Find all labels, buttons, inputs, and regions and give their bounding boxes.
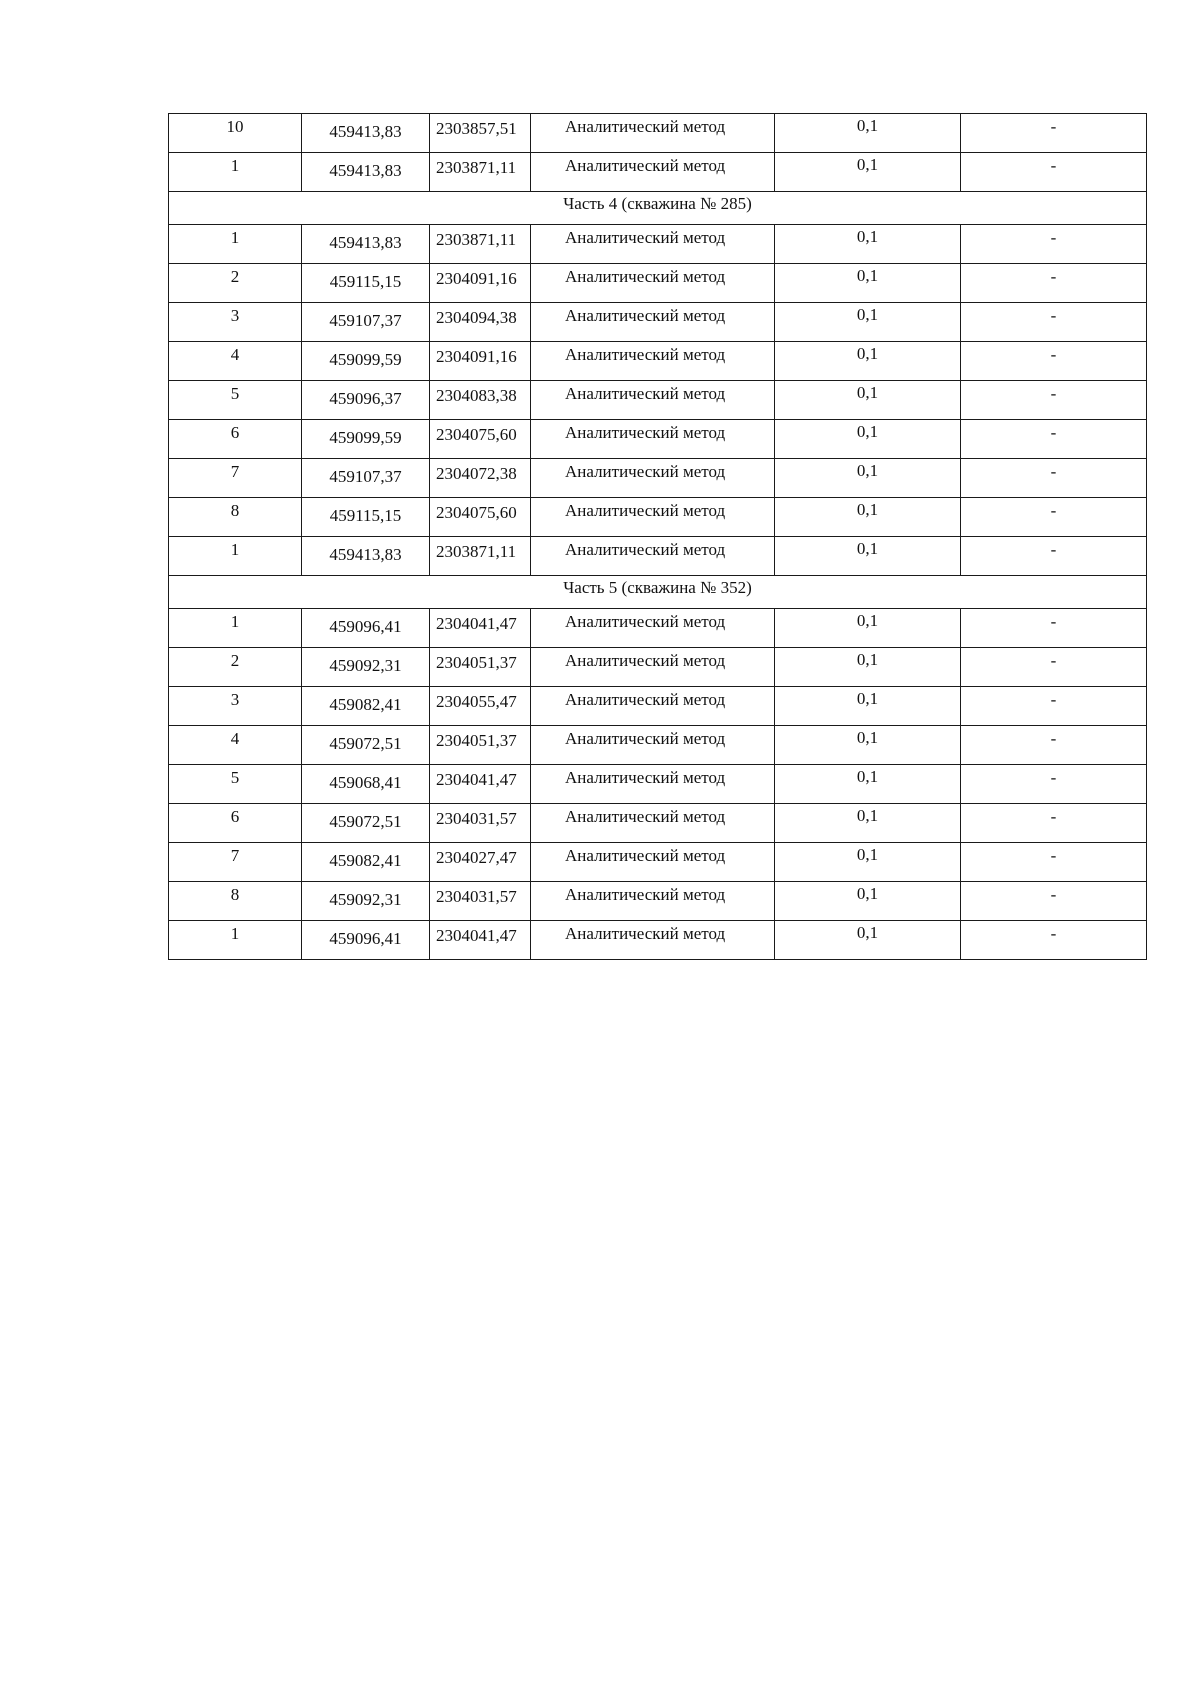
note-cell: - <box>961 342 1147 381</box>
x-coordinate-cell: 459072,51 <box>302 804 430 843</box>
note-cell: - <box>961 225 1147 264</box>
note-cell: - <box>961 765 1147 804</box>
table-row <box>169 843 1147 882</box>
table-row <box>169 726 1147 765</box>
table-row <box>169 153 1147 192</box>
point-number-cell: 8 <box>169 882 302 921</box>
x-coordinate-cell: 459092,31 <box>302 648 430 687</box>
x-coordinate-cell: 459082,41 <box>302 843 430 882</box>
point-number-cell: 7 <box>169 843 302 882</box>
accuracy-cell: 0,1 <box>775 648 961 687</box>
x-coordinate-cell: 459413,83 <box>302 114 430 153</box>
method-cell: Аналитический метод <box>531 648 775 687</box>
x-coordinate-cell: 459068,41 <box>302 765 430 804</box>
accuracy-cell: 0,1 <box>775 342 961 381</box>
method-cell: Аналитический метод <box>531 687 775 726</box>
table-row <box>169 804 1147 843</box>
y-coordinate-cell: 2304075,60 <box>430 420 531 459</box>
y-coordinate-cell: 2304051,37 <box>430 726 531 765</box>
x-coordinate-cell: 459413,83 <box>302 153 430 192</box>
method-cell: Аналитический метод <box>531 765 775 804</box>
y-coordinate-cell: 2304094,38 <box>430 303 531 342</box>
table-row <box>169 609 1147 648</box>
table-row <box>169 225 1147 264</box>
y-coordinate-cell: 2303871,11 <box>430 153 531 192</box>
method-cell: Аналитический метод <box>531 726 775 765</box>
x-coordinate-cell: 459099,59 <box>302 342 430 381</box>
x-coordinate-cell: 459107,37 <box>302 459 430 498</box>
accuracy-cell: 0,1 <box>775 843 961 882</box>
note-cell: - <box>961 609 1147 648</box>
note-cell: - <box>961 381 1147 420</box>
table-row <box>169 342 1147 381</box>
y-coordinate-cell: 2304041,47 <box>430 921 531 960</box>
table-row <box>169 114 1147 153</box>
note-cell: - <box>961 687 1147 726</box>
coordinates-table-body <box>169 114 1147 960</box>
note-cell: - <box>961 921 1147 960</box>
accuracy-cell: 0,1 <box>775 153 961 192</box>
method-cell: Аналитический метод <box>531 609 775 648</box>
note-cell: - <box>961 114 1147 153</box>
accuracy-cell: 0,1 <box>775 264 961 303</box>
table-row <box>169 921 1147 960</box>
y-coordinate-cell: 2303871,11 <box>430 225 531 264</box>
note-cell: - <box>961 726 1147 765</box>
accuracy-cell: 0,1 <box>775 303 961 342</box>
method-cell: Аналитический метод <box>531 381 775 420</box>
accuracy-cell: 0,1 <box>775 114 961 153</box>
section-title: Часть 5 (скважина № 352) <box>169 576 1147 609</box>
y-coordinate-cell: 2304072,38 <box>430 459 531 498</box>
x-coordinate-cell: 459115,15 <box>302 498 430 537</box>
method-cell: Аналитический метод <box>531 153 775 192</box>
x-coordinate-cell: 459072,51 <box>302 726 430 765</box>
x-coordinate-cell: 459096,37 <box>302 381 430 420</box>
point-number-cell: 3 <box>169 687 302 726</box>
y-coordinate-cell: 2304031,57 <box>430 804 531 843</box>
point-number-cell: 1 <box>169 921 302 960</box>
method-cell: Аналитический метод <box>531 114 775 153</box>
section-header-row <box>169 576 1147 609</box>
method-cell: Аналитический метод <box>531 420 775 459</box>
accuracy-cell: 0,1 <box>775 498 961 537</box>
x-coordinate-cell: 459413,83 <box>302 225 430 264</box>
accuracy-cell: 0,1 <box>775 609 961 648</box>
y-coordinate-cell: 2304055,47 <box>430 687 531 726</box>
x-coordinate-cell: 459092,31 <box>302 882 430 921</box>
note-cell: - <box>961 303 1147 342</box>
method-cell: Аналитический метод <box>531 498 775 537</box>
x-coordinate-cell: 459107,37 <box>302 303 430 342</box>
point-number-cell: 1 <box>169 225 302 264</box>
y-coordinate-cell: 2304041,47 <box>430 609 531 648</box>
accuracy-cell: 0,1 <box>775 921 961 960</box>
point-number-cell: 8 <box>169 498 302 537</box>
note-cell: - <box>961 843 1147 882</box>
note-cell: - <box>961 459 1147 498</box>
accuracy-cell: 0,1 <box>775 765 961 804</box>
note-cell: - <box>961 264 1147 303</box>
table-row <box>169 765 1147 804</box>
method-cell: Аналитический метод <box>531 342 775 381</box>
method-cell: Аналитический метод <box>531 843 775 882</box>
table-row <box>169 303 1147 342</box>
table-row <box>169 264 1147 303</box>
y-coordinate-cell: 2304075,60 <box>430 498 531 537</box>
accuracy-cell: 0,1 <box>775 537 961 576</box>
point-number-cell: 3 <box>169 303 302 342</box>
section-header-row <box>169 192 1147 225</box>
point-number-cell: 6 <box>169 420 302 459</box>
method-cell: Аналитический метод <box>531 537 775 576</box>
table-row <box>169 648 1147 687</box>
note-cell: - <box>961 420 1147 459</box>
table-row <box>169 882 1147 921</box>
x-coordinate-cell: 459099,59 <box>302 420 430 459</box>
table-row <box>169 498 1147 537</box>
y-coordinate-cell: 2304041,47 <box>430 765 531 804</box>
y-coordinate-cell: 2304051,37 <box>430 648 531 687</box>
y-coordinate-cell: 2304027,47 <box>430 843 531 882</box>
accuracy-cell: 0,1 <box>775 687 961 726</box>
accuracy-cell: 0,1 <box>775 804 961 843</box>
point-number-cell: 2 <box>169 264 302 303</box>
x-coordinate-cell: 459115,15 <box>302 264 430 303</box>
method-cell: Аналитический метод <box>531 225 775 264</box>
point-number-cell: 6 <box>169 804 302 843</box>
y-coordinate-cell: 2304031,57 <box>430 882 531 921</box>
x-coordinate-cell: 459096,41 <box>302 921 430 960</box>
accuracy-cell: 0,1 <box>775 882 961 921</box>
table-row <box>169 687 1147 726</box>
point-number-cell: 1 <box>169 153 302 192</box>
accuracy-cell: 0,1 <box>775 225 961 264</box>
x-coordinate-cell: 459096,41 <box>302 609 430 648</box>
accuracy-cell: 0,1 <box>775 381 961 420</box>
point-number-cell: 1 <box>169 609 302 648</box>
note-cell: - <box>961 804 1147 843</box>
point-number-cell: 4 <box>169 726 302 765</box>
method-cell: Аналитический метод <box>531 459 775 498</box>
point-number-cell: 5 <box>169 765 302 804</box>
accuracy-cell: 0,1 <box>775 726 961 765</box>
method-cell: Аналитический метод <box>531 264 775 303</box>
point-number-cell: 1 <box>169 537 302 576</box>
y-coordinate-cell: 2304083,38 <box>430 381 531 420</box>
section-title: Часть 4 (скважина № 285) <box>169 192 1147 225</box>
point-number-cell: 4 <box>169 342 302 381</box>
y-coordinate-cell: 2303857,51 <box>430 114 531 153</box>
point-number-cell: 7 <box>169 459 302 498</box>
table-row <box>169 420 1147 459</box>
point-number-cell: 10 <box>169 114 302 153</box>
table-row <box>169 537 1147 576</box>
method-cell: Аналитический метод <box>531 804 775 843</box>
point-number-cell: 5 <box>169 381 302 420</box>
y-coordinate-cell: 2304091,16 <box>430 342 531 381</box>
method-cell: Аналитический метод <box>531 921 775 960</box>
y-coordinate-cell: 2304091,16 <box>430 264 531 303</box>
note-cell: - <box>961 498 1147 537</box>
method-cell: Аналитический метод <box>531 303 775 342</box>
method-cell: Аналитический метод <box>531 882 775 921</box>
accuracy-cell: 0,1 <box>775 459 961 498</box>
note-cell: - <box>961 537 1147 576</box>
point-number-cell: 2 <box>169 648 302 687</box>
table-row <box>169 381 1147 420</box>
accuracy-cell: 0,1 <box>775 420 961 459</box>
table-row <box>169 459 1147 498</box>
note-cell: - <box>961 648 1147 687</box>
note-cell: - <box>961 153 1147 192</box>
note-cell: - <box>961 882 1147 921</box>
coordinates-table <box>168 113 1147 960</box>
x-coordinate-cell: 459413,83 <box>302 537 430 576</box>
y-coordinate-cell: 2303871,11 <box>430 537 531 576</box>
x-coordinate-cell: 459082,41 <box>302 687 430 726</box>
